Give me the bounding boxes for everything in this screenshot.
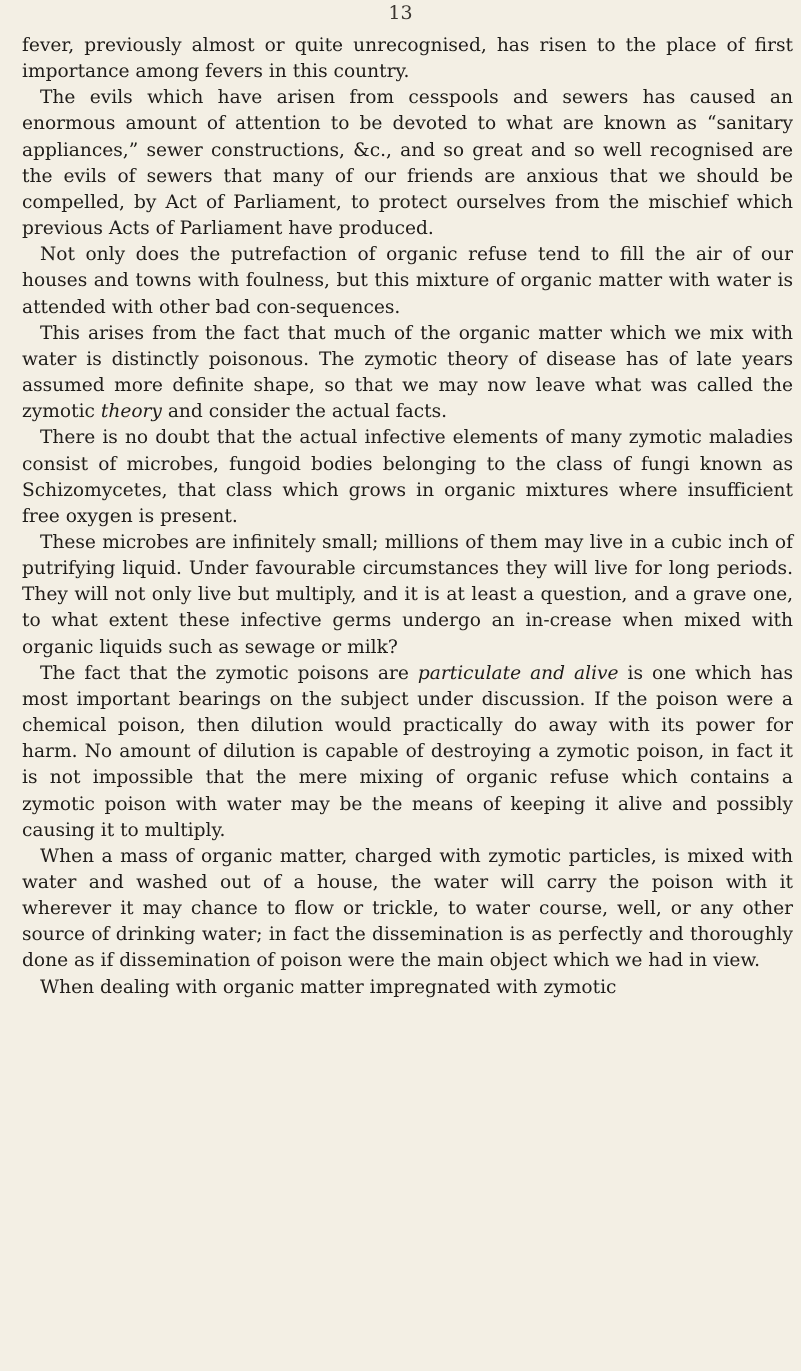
paragraph-text: These microbes are infinitely small; millions of them may live in a cubic inch of putrifying liquid. Under favourable circumstances they will live for long periods. They will not only live but multiply, and it is at least a question, and a grave one, to what extent these infective germs undergo an in-crease when mixed with organic liquids such as sewage or milk? [22, 531, 793, 658]
paragraph [22, 975, 793, 1001]
paragraph-text: This arises from the fact that much of the organic matter which we mix with water is distinctly poisonous. The zymotic theory of disease has of late years assumed more definite shape, so that we may now leave what was called the zymotic [22, 322, 793, 423]
body-text [22, 33, 793, 1001]
paragraph-text: is one which has most important bearings on the subject under discussion. If the poison were a chemical poison, then dilution would practically do away with its power for harm. No amount of dilution is capable of destroying a zymotic poison, in fact it is not impossible that the mere mixing of organic refuse which contains a zymotic poison with water may be the means of keeping it alive and possibly causing it to multiply. [22, 662, 794, 841]
paragraph-text: When a mass of organic matter, charged with zymotic particles, is mixed with water and washed out of a house, the water will carry the poison with it wherever it may chance to flow or trickle, to water course, well, or any other source of drinking water; in fact the dissemination is as perfectly and thoroughly done as if dissemination of poison were the main object which we had in view. [22, 845, 793, 972]
paragraph-text: Not only does the putrefaction of organic refuse tend to fill the air of our houses and towns with foulness, but this mixture of organic matter with water is attended with other bad con-sequences. [22, 244, 793, 318]
italic-text: theory [100, 401, 162, 423]
paragraph [22, 844, 793, 975]
paragraph-text: When dealing with organic matter impregnated with zymotic [40, 976, 617, 998]
paragraph [22, 425, 793, 530]
paragraph [22, 85, 793, 242]
italic-text: particulate and alive [417, 662, 619, 684]
paragraph [22, 242, 793, 320]
paragraph-text: fever, previously almost or quite unrecognised, has risen to the place of first importance among fevers in this country. [22, 35, 793, 83]
paragraph [22, 321, 793, 426]
paragraph [22, 661, 793, 844]
paragraph-text: The evils which have arisen from cesspools and sewers has caused an enormous amount of attention to be devoted to what are known as “sanitary appliances,” sewer constructions, &c., and so great and so well recognised are the evils of sewers that many of our friends are anxious that we should be compelled, by Act of Parliament, to protect ourselves from the mischief which previous Acts of Parliament have produced. [22, 87, 793, 240]
paragraph [22, 530, 793, 661]
page-number: 13 [388, 2, 413, 24]
paragraph-text: There is no doubt that the actual infective elements of many zymotic maladies consist of microbes, fungoid bodies belonging to the class of fungi known as Schizomycetes, that class which grows in organic mixtures where insufficient free oxygen is present. [22, 427, 793, 527]
paragraph-text: The fact that the zymotic poisons are [40, 662, 418, 684]
paragraph [22, 33, 793, 85]
paragraph-text: and consider the actual facts. [161, 401, 448, 423]
